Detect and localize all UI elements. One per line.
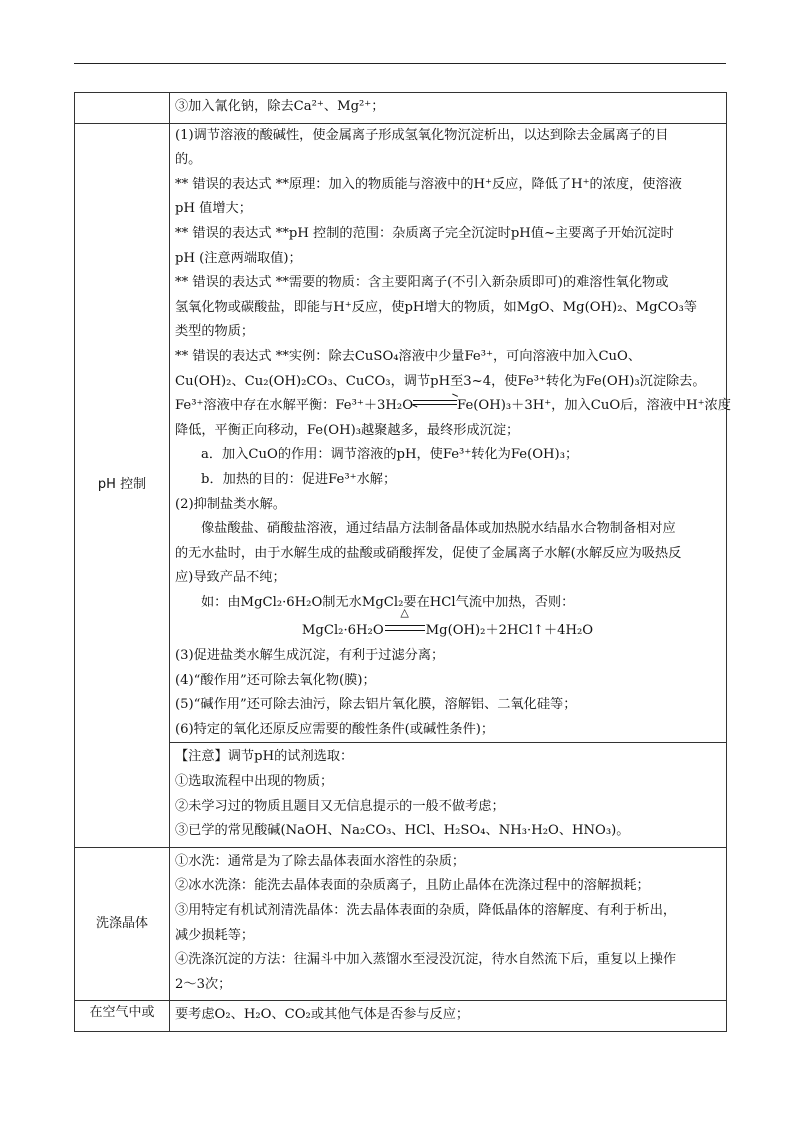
table-row <box>75 743 727 847</box>
wash-content <box>170 847 727 1001</box>
ph-note <box>170 743 727 847</box>
row-label-wash: 洗涤晶体 <box>75 847 170 1001</box>
text-line: pH 值增大； <box>175 201 252 217</box>
text-line: 的无水盐时，由于水解生成的盐酸或硝酸挥发，促使了金属离子水解(水解反应为吸热反 <box>175 545 682 561</box>
text-line: ③加入氰化钠，除去Ca²⁺、Mg²⁺； <box>175 99 385 114</box>
text-line: 的。 <box>175 152 202 168</box>
text-line: ①水洗：通常是为了除去晶体表面水溶性的杂质； <box>175 853 466 869</box>
text-line: (4)“酸作用”还可除去氧化物(膜)； <box>175 672 376 688</box>
text-line: ** 错误的表达式 **实例：除去CuSO₄溶液中少量Fe³⁺，可向溶液中加入CuO、 <box>175 348 642 364</box>
sub-item-a: a．加入CuO的作用：调节溶液的pH，使Fe³⁺转化为Fe(OH)₃； <box>201 447 579 463</box>
text-line: ②未学习过的物质且题目又无信息提示的一般不做考虑； <box>175 798 505 814</box>
header-rule <box>74 63 726 64</box>
equation-right: Fe(OH)₃＋3H⁺，加入CuO后，溶液中H⁺浓度 <box>457 398 731 414</box>
equation-right: Mg(OH)₂＋2HCl↑＋4H₂O <box>425 623 594 639</box>
text-line: 2～3次； <box>175 976 232 992</box>
heating-equation <box>175 606 720 644</box>
text-line: ①选取流程中出现的物质； <box>175 774 334 790</box>
text-line: Cu(OH)₂、Cu₂(OH)₂CO₃、CuCO₃，调节pH至3~4，使Fe³⁺转化为Fe(OH)₃沉淀除去。 <box>175 373 706 389</box>
text-line: 降低，平衡正向移动，Fe(OH)₃越聚越多，最终形成沉淀； <box>175 422 520 438</box>
text-line: 类型的物质； <box>175 324 255 340</box>
content-table <box>74 92 731 1032</box>
text-line: (3)促进盐类水解生成沉淀，有利于过滤分离； <box>175 648 445 664</box>
hydrolysis-equation-line <box>175 394 731 419</box>
text-line: (6)特定的氧化还原反应需要的酸性条件(或碱性条件)； <box>175 721 495 737</box>
equation-left: MgCl₂·6H₂O <box>301 623 384 639</box>
text-line: 要考虑O₂、H₂O、CO₂或其他气体是否参与反应； <box>175 1007 470 1023</box>
text-line: ③已学的常见酸碱(NaOH、Na₂CO₃、HCl、H₂SO₄、NH₃·H₂O、HNO₃)。 <box>175 823 630 839</box>
text-line: ③用特定有机试剂清洗晶体：洗去晶体表面的杂质，降低晶体的溶解度、有利于析出， <box>175 903 677 918</box>
text-line: ②冰水洗涤：能洗去晶体表面的杂质离子，且防止晶体在洗涤过程中的溶解损耗； <box>175 878 650 894</box>
heat-equals-icon <box>384 606 426 635</box>
text-line: ** 错误的表达式 **pH 控制的范围：杂质离子完全沉淀时pH值~主要离子开始沉淀时 <box>175 225 674 241</box>
row-content <box>170 93 727 124</box>
table-row <box>75 93 727 124</box>
table-row <box>75 123 727 743</box>
row-label-air: 在空气中或 <box>75 1001 170 1032</box>
table-row <box>75 1001 727 1032</box>
sub-item-b: b．加热的目的：促进Fe³⁺水解； <box>201 471 397 487</box>
row-label-ph: pH 控制 <box>75 123 170 847</box>
text-line: 氢氧化物或碳酸盐，即能与H⁺反应，使pH增大的物质，如MgO、Mg(OH)₂、MgCO₃等 <box>175 299 697 315</box>
note-title: 【注意】调节pH的试剂选取： <box>175 749 354 765</box>
text-line: 减少损耗等； <box>175 927 255 943</box>
item-2: (2)抑制盐类水解。 <box>175 496 286 512</box>
air-content <box>170 1001 727 1032</box>
text-line: ** 错误的表达式 **需要的物质：含主要阳离子(不引入新杂质即可)的难溶性氧化物或 <box>175 275 669 291</box>
delta-symbol: △ <box>400 606 409 620</box>
table-row <box>75 847 727 1001</box>
text-line: 应)导致产品不纯； <box>175 570 286 586</box>
reversible-arrow-icon <box>413 397 457 409</box>
example-line: 如：由MgCl₂·6H₂O制无水MgCl₂要在HCl气流中加热，否则： <box>201 594 575 610</box>
equation-left: Fe³⁺溶液中存在水解平衡：Fe³⁺＋3H₂O <box>175 398 414 414</box>
text-line: (5)“碱作用”还可除去油污，除去铝片氧化膜，溶解铝、二氧化硅等； <box>175 697 577 713</box>
text-line: (1)调节溶液的酸碱性，使金属离子形成氢氧化物沉淀析出，以达到除去金属离子的目 <box>175 127 669 143</box>
ph-content <box>170 123 731 743</box>
text-line: 像盐酸盐、硝酸盐溶液，通过结晶方法制备晶体或加热脱水结晶水合物制备相对应 <box>201 521 676 537</box>
text-line: ④洗涤沉淀的方法：往漏斗中加入蒸馏水至浸没沉淀，待水自然流下后，重复以上操作 <box>175 952 677 968</box>
text-line: pH (注意两端取值)； <box>175 250 302 266</box>
row-label <box>75 93 170 124</box>
text-line: ** 错误的表达式 **原理：加入的物质能与溶液中的H⁺反应，降低了H⁺的浓度，使溶液 <box>175 176 682 192</box>
